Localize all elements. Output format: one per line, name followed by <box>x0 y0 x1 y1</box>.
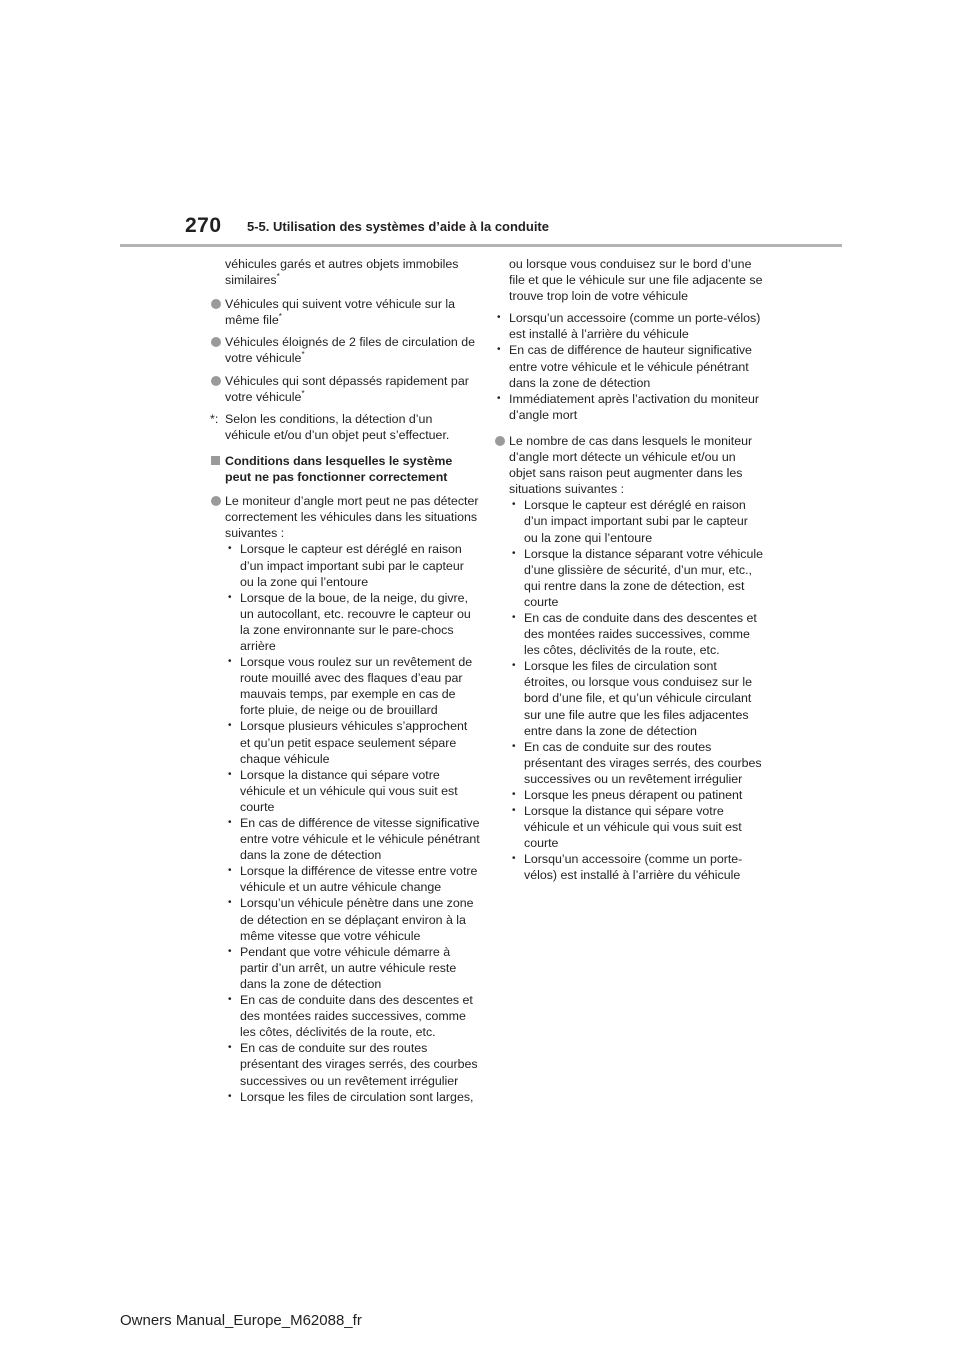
list-item: Véhicules qui suivent votre véhicule sur la même file* <box>210 296 480 328</box>
sub-list-item: • En cas de conduite sur des routes présentant des virages serrés, des courbes successives ou un revêtement irrégulier <box>509 739 764 787</box>
bullet-text: Le nombre de cas dans lesquels le moniteur d’angle mort détecte un véhicule et/ou un objet sans raison peut augmenter dans les situations suivantes : <box>509 433 753 497</box>
intro-text: véhicules garés et autres objets immobiles similaires <box>225 257 459 288</box>
bullet-dot-icon <box>211 299 221 309</box>
footnote-marker: *: <box>210 411 219 426</box>
sub-list-item: • Lorsque le capteur est déréglé en raison d’un impact important subi par le capteur ou la zone qui l’entoure <box>509 497 764 545</box>
sub-list <box>225 541 480 1104</box>
sub-list-item: • Lorsque la distance séparant votre véhicule d’une glissière de sécurité, d’un mur, etc., qui rentre dans la zone de détection, est courte <box>509 546 764 610</box>
left-column <box>210 256 480 1111</box>
intro-paragraph: véhicules garés et autres objets immobiles similaires* <box>225 257 459 288</box>
list-item <box>210 493 480 1105</box>
sub-list-item: • Lorsqu’un accessoire (comme un porte-vélos) est installé à l’arrière du véhicule <box>494 310 764 342</box>
sub-list-item: • En cas de conduite dans des descentes et des montées raides successives, comme les côtes, déclivités de la route, etc. <box>225 992 480 1040</box>
sub-list-item: • Immédiatement après l’activation du moniteur d’angle mort <box>494 391 764 423</box>
bullet-dot-icon <box>211 376 221 386</box>
sub-list-item: • En cas de conduite sur des routes présentant des virages serrés, des courbes successives ou un revêtement irrégulier <box>225 1040 480 1088</box>
sub-list-item: • Lorsque la distance qui sépare votre véhicule et un véhicule qui vous suit est courte <box>225 767 480 815</box>
square-bullet-icon <box>211 456 220 465</box>
bullet-text: Véhicules qui suivent votre véhicule sur la même file <box>225 297 456 328</box>
section-title: 5-5. Utilisation des systèmes d’aide à la conduite <box>247 219 549 234</box>
sub-list-item: • Lorsque la distance qui sépare votre véhicule et un véhicule qui vous suit est courte <box>509 803 764 851</box>
bullet-text: Véhicules qui sont dépassés rapidement par votre véhicule <box>225 373 469 404</box>
sub-list-item: • En cas de différence de vitesse significative entre votre véhicule et le véhicule pénétrant dans la zone de détection <box>225 815 480 863</box>
sub-list-item: • Lorsqu’un véhicule pénètre dans une zone de détection en se déplaçant environ à la même vitesse que votre véhicule <box>225 895 480 943</box>
section-heading-text: Conditions dans lesquelles le système peut ne pas fonctionner correctement <box>225 453 453 485</box>
sub-list-item: • Lorsque de la boue, de la neige, du givre, un autocollant, etc. recouvre le capteur ou la zone environnante sur le pare-chocs arrière <box>225 590 480 654</box>
bullet-dot-icon <box>495 436 505 446</box>
bullet-dot-icon <box>211 496 221 506</box>
sub-list <box>494 310 764 423</box>
sub-list-item: • Lorsqu’un accessoire (comme un porte-vélos) est installé à l’arrière du véhicule <box>509 851 764 883</box>
sub-list-item: • Lorsque le capteur est déréglé en raison d’un impact important subi par le capteur ou la zone qui l’entoure <box>225 541 480 589</box>
bullet-text: Le moniteur d’angle mort peut ne pas détecter correctement les véhicules dans les situations suivantes : <box>225 494 479 541</box>
section-heading <box>210 453 480 485</box>
sub-list-item: • Lorsque les pneus dérapent ou patinent <box>509 787 764 803</box>
list-item <box>494 433 764 884</box>
footnote-text: Selon les conditions, la détection d’un véhicule et/ou d’un objet peut s’effectuer. <box>225 411 450 442</box>
sub-list-item: • Pendant que votre véhicule démarre à partir d’un arrêt, un autre véhicule reste dans la zone de détection <box>225 944 480 992</box>
bullet-dot-icon <box>211 337 221 347</box>
list-item: Véhicules qui sont dépassés rapidement par votre véhicule* <box>210 373 480 405</box>
list-item: Véhicules éloignés de 2 files de circulation de votre véhicule* <box>210 334 480 366</box>
footnote <box>210 411 480 443</box>
sub-list-item: • Lorsque les files de circulation sont étroites, ou lorsque vous conduisez sur le bord d’une file, et qu’un véhicule circulant sur une file autre que les files adjacentes entre dans la zone de détection <box>509 658 764 738</box>
sub-list-item: • Lorsque la différence de vitesse entre votre véhicule et un autre véhicule change <box>225 863 480 895</box>
sub-list <box>509 497 764 883</box>
header-divider <box>120 244 842 247</box>
right-column <box>494 256 764 890</box>
continuation-text: ou lorsque vous conduisez sur le bord d’une file et que le véhicule sur une file adjacente se trouve trop loin de votre véhicule <box>509 257 763 304</box>
page-number: 270 <box>185 214 222 237</box>
sub-list-item: • Lorsque plusieurs véhicules s’approchent et qu’un petit espace seulement sépare chaque véhicule <box>225 718 480 766</box>
sub-list-item: • Lorsque vous roulez sur un revêtement de route mouillé avec des flaques d’eau par mauvais temps, par exemple en cas de forte pluie, de neige ou de brouillard <box>225 654 480 718</box>
footer-text: Owners Manual_Europe_M62088_fr <box>120 1312 362 1329</box>
sub-list-item: • En cas de différence de hauteur significative entre votre véhicule et le véhicule pénétrant dans la zone de détection <box>494 342 764 390</box>
bullet-text: Véhicules éloignés de 2 files de circulation de votre véhicule <box>225 335 476 366</box>
sub-list-item: • En cas de conduite dans des descentes et des montées raides successives, comme les côtes, déclivités de la route, etc. <box>509 610 764 658</box>
sub-list-item: • Lorsque les files de circulation sont larges, <box>225 1089 480 1105</box>
